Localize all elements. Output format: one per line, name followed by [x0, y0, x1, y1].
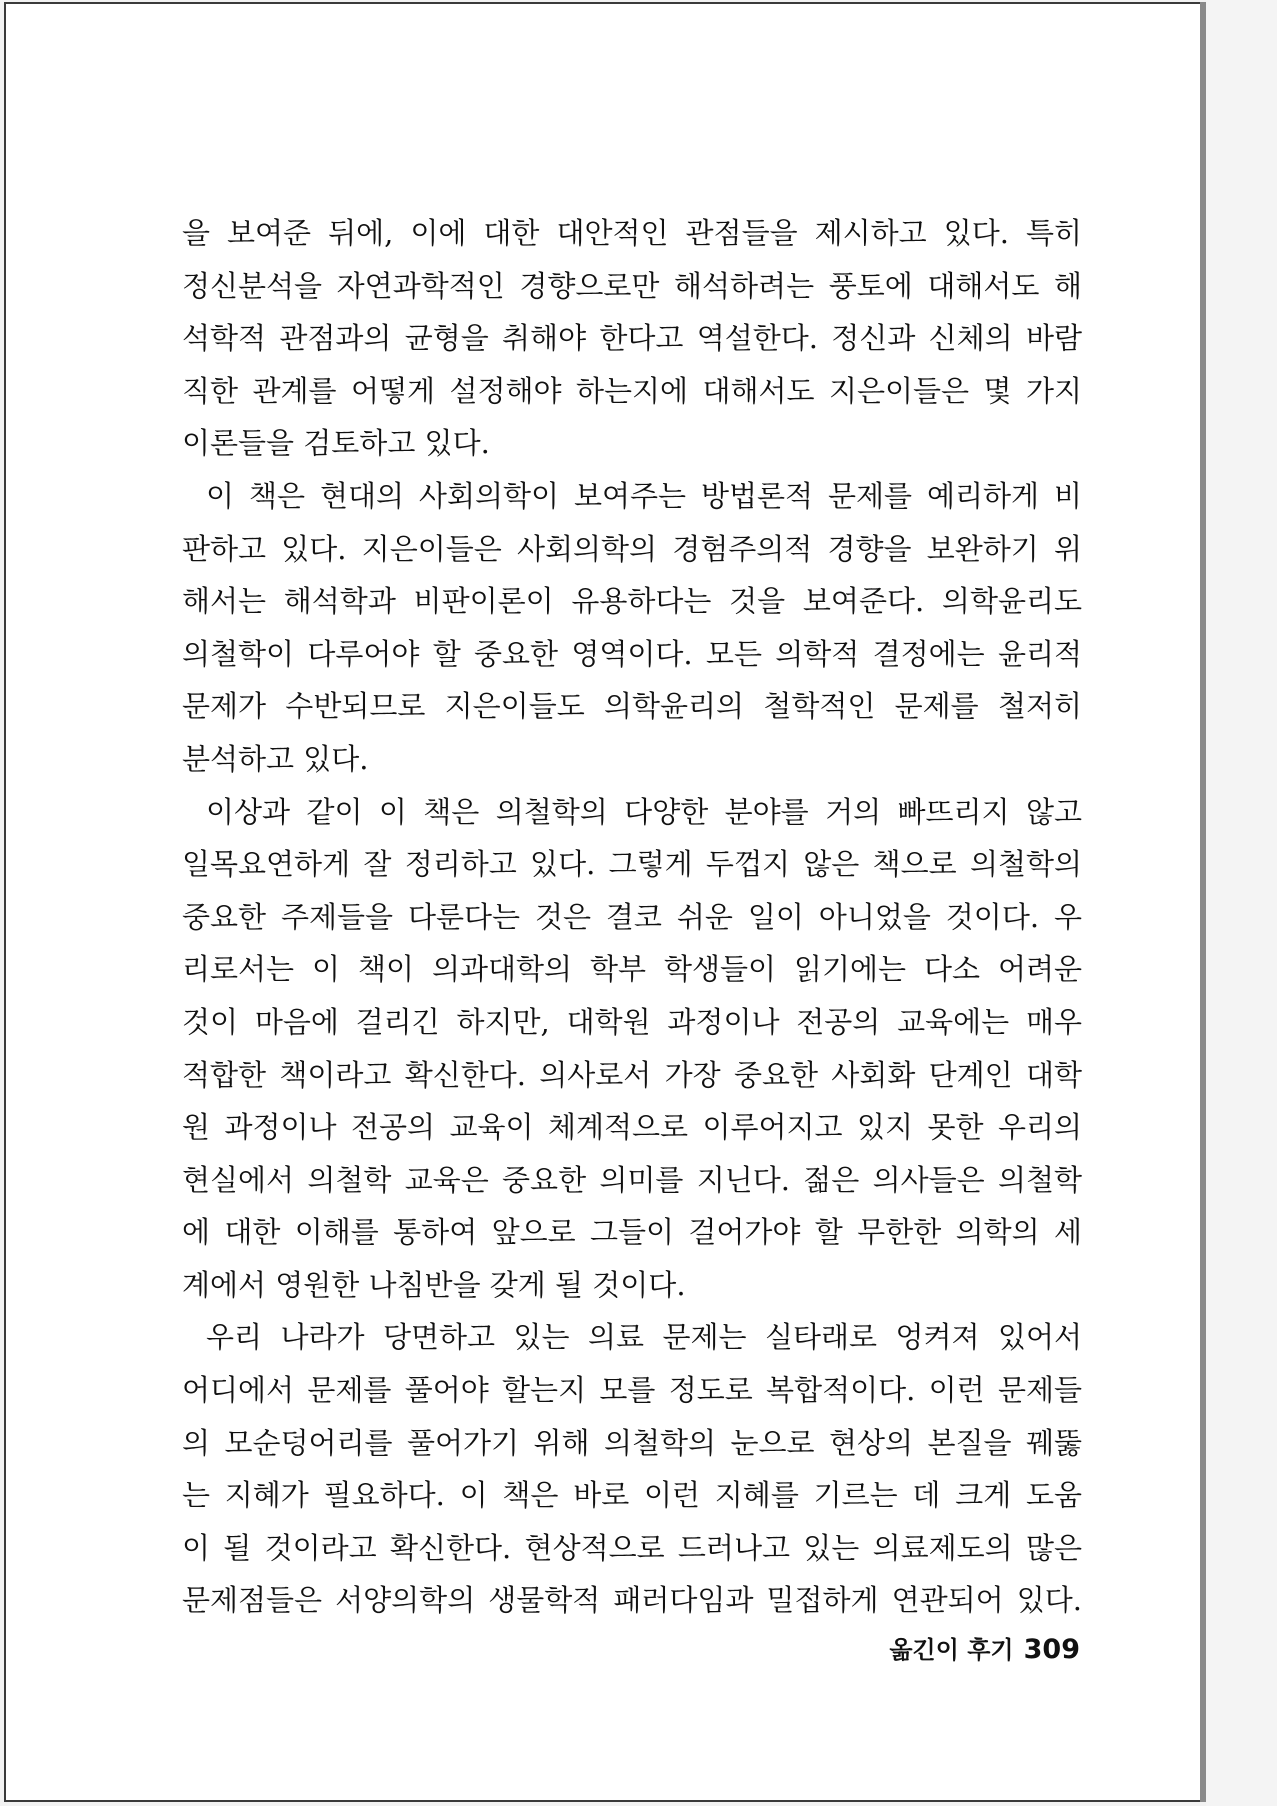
- text-line: 는 지혜가 필요하다. 이 책은 바로 이런 지혜를 기르는 데 크게 도움: [182, 1478, 1082, 1513]
- running-footer: [880, 1630, 1080, 1665]
- text-line: 리로서는 이 책이 의과대학의 학부 학생들이 읽기에는 다소 어려운: [182, 952, 1082, 987]
- text-line: 이 책은 현대의 사회의학이 보여주는 방법론적 문제를 예리하게 비: [206, 478, 1082, 513]
- text-line: 어디에서 문제를 풀어야 할는지 모를 정도로 복합적이다. 이런 문제들: [182, 1373, 1082, 1408]
- page-margin-background: [1206, 0, 1277, 1806]
- text-line: 의 모순덩어리를 풀어가기 위해 의철학의 눈으로 현상의 본질을 꿰뚫: [182, 1425, 1082, 1460]
- text-line: 이 될 것이라고 확신한다. 현상적으로 드러나고 있는 의료제도의 많은: [182, 1530, 1082, 1565]
- text-line: 정신분석을 자연과학적인 경향으로만 해석하려는 풍토에 대해서도 해: [182, 268, 1082, 303]
- text-line: 을 보여준 뒤에, 이에 대한 대안적인 관점들을 제시하고 있다. 특히: [182, 216, 1082, 250]
- footer-section-title: 옮긴이 후기: [889, 1636, 1014, 1664]
- page-number: 309: [1023, 1634, 1080, 1665]
- text-line: 적합한 책이라고 확신한다. 의사로서 가장 중요한 사회화 단계인 대학: [182, 1057, 1082, 1092]
- text-line: 문제점들은 서양의학의 생물학적 패러다임과 밀접하게 연관되어 있다.: [182, 1583, 1082, 1618]
- text-line: 해서는 해석학과 비판이론이 유용하다는 것을 보여준다. 의학윤리도: [182, 584, 1082, 619]
- text-line: 분석하고 있다.: [182, 741, 369, 776]
- text-line: 에 대한 이해를 통하여 앞으로 그들이 걸어가야 할 무한한 의학의 세: [182, 1215, 1082, 1250]
- text-line: 문제가 수반되므로 지은이들도 의학윤리의 철학적인 문제를 철저히: [182, 689, 1082, 724]
- body-text: [182, 207, 1082, 1627]
- text-line: 이상과 같이 이 책은 의철학의 다양한 분야를 거의 빠뜨리지 않고: [206, 794, 1082, 829]
- text-line: 현실에서 의철학 교육은 중요한 의미를 지닌다. 젊은 의사들은 의철학: [182, 1162, 1082, 1197]
- text-line: 석학적 관점과의 균형을 취해야 한다고 역설한다. 정신과 신체의 바람: [182, 321, 1082, 356]
- text-line: 직한 관계를 어떻게 설정해야 하는지에 대해서도 지은이들은 몇 가지: [182, 373, 1082, 408]
- text-line: 계에서 영원한 나침반을 갖게 될 것이다.: [182, 1267, 686, 1302]
- text-line: 우리 나라가 당면하고 있는 의료 문제는 실타래로 엉켜져 있어서: [206, 1320, 1082, 1355]
- text-line: 중요한 주제들을 다룬다는 것은 결코 쉬운 일이 아니었을 것이다. 우: [182, 899, 1082, 934]
- text-line: 것이 마음에 걸리긴 하지만, 대학원 과정이나 전공의 교육에는 매우: [182, 1004, 1082, 1039]
- text-line: 일목요연하게 잘 정리하고 있다. 그렇게 두껍지 않은 책으로 의철학의: [182, 847, 1082, 882]
- text-line: 원 과정이나 전공의 교육이 체계적으로 이루어지고 있지 못한 우리의: [182, 1110, 1082, 1145]
- text-line: 이론들을 검토하고 있다.: [182, 426, 490, 461]
- text-line: 의철학이 다루어야 할 중요한 영역이다. 모든 의학적 결정에는 윤리적: [182, 636, 1082, 671]
- text-line: 판하고 있다. 지은이들은 사회의학의 경험주의적 경향을 보완하기 위: [182, 531, 1082, 566]
